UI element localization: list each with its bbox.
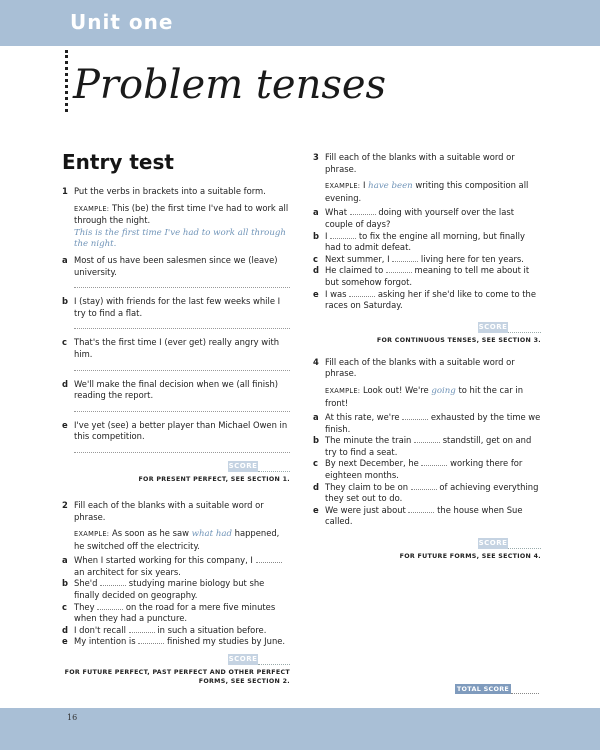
answer-field[interactable]	[74, 278, 290, 288]
item-text: finished my studies by June.	[166, 636, 286, 647]
item-text: in such a situation before.	[157, 624, 267, 635]
item-text: They claim to be on	[325, 481, 409, 492]
item-text: She'd	[74, 578, 98, 589]
list-item	[313, 482, 541, 505]
list-item	[313, 254, 541, 266]
score-field[interactable]	[258, 471, 290, 472]
question-text: Fill each of the blanks with a suitable word or phrase.	[325, 152, 515, 174]
item-text: That's the first time I (ever get) really angry with him.	[74, 337, 280, 359]
blank-field[interactable]	[138, 636, 164, 644]
section-reference: FOR PRESENT PERFECT, SEE SECTION 1.	[138, 475, 290, 483]
section-reference: FOR CONTINUOUS TENSES, SEE SECTION 3.	[376, 336, 541, 344]
item-letter: a	[62, 254, 68, 265]
list-item	[62, 578, 290, 601]
item-letter: d	[313, 265, 319, 276]
blank-field[interactable]	[402, 412, 428, 420]
item-letter: e	[62, 419, 68, 430]
example-text: This (be) the first time I've had to work all through the night.	[74, 202, 289, 226]
title-dotted-rule	[65, 50, 68, 112]
total-score-field[interactable]	[511, 693, 539, 694]
unit-label: Unit one	[62, 8, 181, 36]
list-item	[313, 458, 541, 481]
item-letter: d	[313, 481, 319, 492]
item-letter: c	[313, 458, 318, 469]
item-text: The minute the train	[325, 435, 412, 446]
item-letter: e	[313, 504, 319, 515]
question-text: Fill each of the blanks with a suitable word or phrase.	[325, 356, 515, 379]
section-reference: FORMS, SEE SECTION 2.	[198, 678, 290, 686]
answer-field[interactable]	[74, 443, 290, 453]
item-letter: c	[313, 253, 318, 264]
blank-field[interactable]	[330, 231, 356, 239]
score-badge: SCORE	[478, 539, 508, 548]
example-answer: what had	[191, 529, 232, 540]
example-text: to hit the car in front!	[325, 384, 524, 408]
list-item	[62, 420, 290, 443]
item-text: meaning to tell me about it but somehow forgot.	[325, 265, 530, 287]
blank-field[interactable]	[421, 458, 447, 466]
list-item	[62, 636, 290, 648]
list-item	[313, 412, 541, 435]
item-text: We were just about	[325, 504, 406, 515]
example-answer: have been	[368, 181, 413, 192]
item-text: By next December, he	[325, 458, 419, 469]
item-text: asking her if she'd like to come to the races on Saturday.	[325, 288, 536, 311]
question-1-example	[62, 203, 290, 227]
item-text: I was	[325, 288, 347, 299]
item-text: working there for eighteen months.	[325, 458, 523, 481]
example-text: Look out! We're	[363, 384, 429, 395]
item-text: of achieving everything they set out to do.	[325, 481, 539, 504]
item-text: an architect for six years.	[74, 566, 181, 577]
question-text: Fill each of the blanks with a suitable word or phrase.	[74, 499, 264, 522]
answer-field[interactable]	[74, 361, 290, 371]
example-text: writing this composition all evening.	[325, 180, 529, 203]
item-letter: a	[313, 207, 319, 218]
score-box	[62, 461, 290, 475]
item-letter: b	[313, 435, 319, 446]
section-reference: FOR FUTURE PERFECT, PAST PERFECT AND OTHER PERFECT	[64, 669, 290, 677]
score-badge: SCORE	[478, 322, 508, 331]
question-1	[62, 186, 290, 484]
item-letter: e	[313, 288, 319, 299]
blank-field[interactable]	[408, 505, 434, 513]
item-letter: c	[62, 337, 67, 348]
score-box	[313, 538, 541, 552]
example-text: As soon as he saw	[112, 528, 189, 539]
score-badge: SCORE	[228, 655, 258, 664]
blank-field[interactable]	[411, 482, 437, 490]
list-item	[62, 379, 290, 402]
item-text: standstill, get on and try to find a seat.	[325, 435, 532, 457]
blank-field[interactable]	[349, 289, 375, 297]
list-item	[62, 602, 290, 625]
score-field[interactable]	[508, 548, 541, 549]
example-label: EXAMPLE:	[74, 204, 110, 213]
page-number: 16	[67, 713, 78, 722]
example-answer: This is the first time I've had to work all through the night.	[74, 227, 286, 250]
question-2	[62, 500, 290, 686]
item-text: I've yet (see) a better player than Michael Owen in this competition.	[74, 419, 288, 442]
item-letter: d	[62, 624, 68, 635]
example-answer: going	[431, 385, 456, 396]
list-item	[62, 255, 290, 278]
item-text: to fix the engine all morning, but finally had to admit defeat.	[325, 230, 525, 253]
item-text: I don't recall	[74, 624, 126, 635]
item-letter: a	[62, 555, 68, 566]
question-number: 1	[62, 186, 68, 196]
item-text: He claimed to	[325, 265, 384, 276]
question-number: 2	[62, 499, 68, 510]
question-3-prompt	[313, 152, 541, 175]
item-letter: e	[62, 636, 68, 647]
example-text: happened, he switched off the electricity.	[74, 528, 280, 551]
total-score	[455, 684, 538, 694]
item-text: When I started working for this company, I	[74, 555, 253, 566]
item-text: My intention is	[74, 636, 136, 647]
list-item	[313, 231, 541, 254]
item-text: exhausted by the time we finish.	[325, 412, 541, 434]
item-text: the house when Sue called.	[325, 504, 523, 527]
score-badge: SCORE	[228, 461, 258, 470]
item-text: We'll make the final decision when we (all finish) reading the report.	[74, 378, 279, 401]
blank-field[interactable]	[97, 602, 123, 610]
list-item	[313, 289, 541, 312]
item-text: I (stay) with friends for the last few weeks while I try to find a flat.	[74, 296, 281, 318]
example-text: I	[363, 180, 366, 191]
blank-field[interactable]	[100, 578, 126, 586]
item-letter: b	[62, 296, 68, 307]
list-item	[313, 505, 541, 528]
right-column	[313, 152, 541, 561]
question-3	[313, 152, 541, 345]
list-item	[62, 625, 290, 637]
item-text: Most of us have been salesmen since we (leave) university.	[74, 254, 278, 277]
item-letter: b	[62, 578, 68, 589]
item-letter: d	[62, 378, 68, 389]
list-item	[313, 265, 541, 288]
question-4-example	[313, 385, 541, 409]
blank-field[interactable]	[129, 625, 155, 633]
blank-field[interactable]	[256, 555, 282, 563]
item-text: Next summer, I	[325, 253, 390, 264]
blank-field[interactable]	[392, 254, 418, 262]
answer-field[interactable]	[74, 319, 290, 329]
blank-field[interactable]	[386, 265, 412, 273]
item-text: on the road for a mere five minutes when they had a puncture.	[74, 601, 276, 624]
question-4	[313, 357, 541, 561]
score-field[interactable]	[508, 332, 541, 333]
answer-field[interactable]	[74, 402, 290, 412]
blank-field[interactable]	[350, 207, 376, 215]
total-score-badge: TOTAL SCORE	[456, 685, 510, 693]
list-item	[313, 207, 541, 230]
list-item	[313, 435, 541, 458]
entry-test-heading: Entry test	[62, 150, 174, 174]
example-label: EXAMPLE:	[325, 182, 361, 191]
item-text: studying marine biology but she finally decided on geography.	[74, 578, 265, 601]
item-text: What	[325, 207, 348, 218]
blank-field[interactable]	[414, 435, 440, 443]
list-item	[62, 337, 290, 360]
item-text: They	[74, 601, 95, 612]
item-text: At this rate, we're	[325, 412, 400, 423]
footer-band	[0, 708, 600, 750]
left-column	[62, 150, 290, 686]
score-box	[313, 322, 541, 336]
question-number: 4	[313, 356, 319, 367]
item-letter: a	[313, 412, 319, 423]
item-text: I	[325, 230, 328, 241]
section-reference: FOR FUTURE FORMS, SEE SECTION 4.	[399, 553, 541, 561]
item-text: living here for ten years.	[420, 253, 524, 264]
question-number: 3	[313, 152, 319, 162]
example-label: EXAMPLE:	[325, 386, 361, 395]
question-text: Put the verbs in brackets into a suitable form.	[74, 186, 266, 196]
score-field[interactable]	[258, 664, 290, 665]
page-title: Problem tenses	[73, 62, 387, 108]
score-box	[62, 654, 290, 668]
item-text: doing with yourself over the last couple of days?	[325, 207, 514, 229]
example-label: EXAMPLE:	[74, 530, 110, 539]
item-letter: c	[62, 601, 67, 612]
list-item	[62, 296, 290, 319]
question-1-prompt	[62, 186, 290, 198]
question-2-prompt	[62, 500, 290, 523]
question-3-example	[313, 180, 541, 204]
list-item	[62, 555, 290, 578]
item-letter: b	[313, 230, 319, 241]
question-4-prompt	[313, 357, 541, 380]
question-2-example	[62, 528, 290, 552]
